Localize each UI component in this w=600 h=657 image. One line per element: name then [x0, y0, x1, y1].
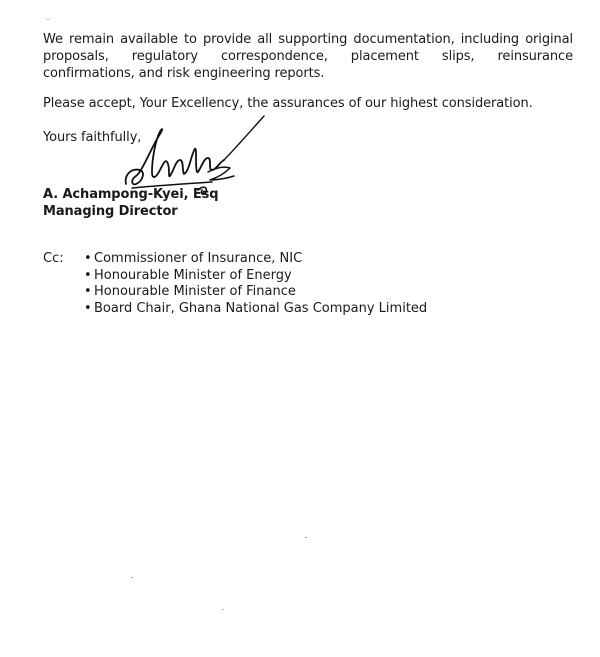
bullet-icon: •	[84, 300, 92, 316]
cc-recipient-list	[84, 251, 427, 317]
bullet-icon: •	[84, 251, 92, 266]
cc-recipient	[84, 284, 427, 301]
scan-speck	[47, 19, 49, 20]
cc-recipient-text: Board Chair, Ghana National Gas Company Limited	[94, 300, 428, 316]
signatory-title: Managing Director	[43, 204, 178, 219]
signatory-name: A. Achampong-Kyei, Esq	[43, 187, 219, 202]
cc-recipient	[84, 251, 427, 268]
scan-speck	[131, 577, 133, 578]
cc-recipient-text: Honourable Minister of Energy	[94, 267, 292, 283]
cc-recipient	[84, 301, 427, 318]
cc-label: Cc:	[43, 251, 64, 266]
closing-paragraph: Please accept, Your Excellency, the assurances of our highest consideration.	[43, 96, 533, 111]
documentation-paragraph: We remain available to provide all supporting documentation, including original proposals, regulatory correspondence, placement slips, reinsurance confirmations, and risk engineering reports.	[43, 32, 573, 81]
cc-recipient	[84, 268, 427, 285]
handwritten-signature	[112, 112, 272, 198]
bullet-icon: •	[84, 267, 92, 283]
complimentary-close: Yours faithfully,	[43, 130, 142, 145]
cc-recipient-text: Honourable Minister of Finance	[94, 284, 296, 299]
scan-speck	[222, 609, 224, 610]
bullet-icon: •	[84, 284, 92, 299]
cc-recipient-text: Commissioner of Insurance, NIC	[94, 251, 303, 266]
scan-speck	[305, 537, 307, 538]
